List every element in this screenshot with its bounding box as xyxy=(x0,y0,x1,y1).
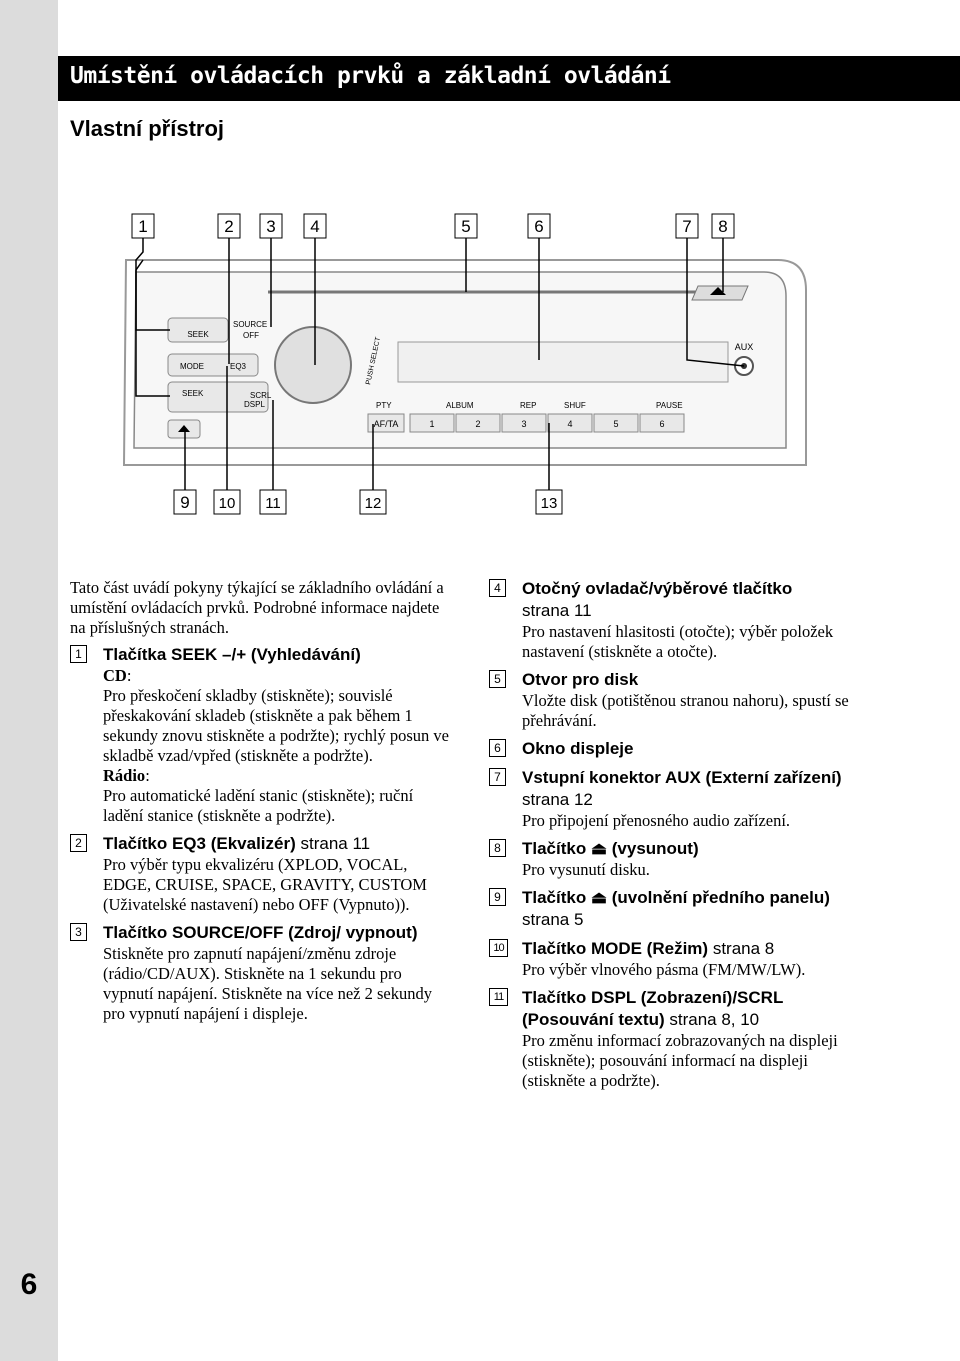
item-text: Pro vysunutí disku. xyxy=(522,860,650,879)
scrl-label: SCRL xyxy=(250,391,272,400)
list-item xyxy=(70,922,454,1024)
item-number: 11 xyxy=(489,988,508,1006)
page-title: Umístění ovládacích prvků a základní ovládání xyxy=(70,63,671,89)
item-title: Otvor pro disk xyxy=(522,670,639,689)
item-text: Stiskněte pro zapnutí napájení/změnu zdroje (rádio/CD/AUX). Stiskněte na 1 sekundu pro vypnutí napájení. Stiskněte na více než 2 sekundy pro vypnutí napájení i displeje. xyxy=(103,944,433,1023)
item-text: Pro výběr typu ekvalizéru (XPLOD, VOCAL, EDGE, CRUISE, SPACE, GRAVITY, CUSTOM (Uživatelské nastavení) nebo OFF (Vypnuto)). xyxy=(103,855,427,914)
item-text: Vložte disk (potištěnou stranou nahoru), spustí se přehrávání. xyxy=(522,691,849,730)
aux-label: AUX xyxy=(734,342,754,352)
shuf-label: SHUF xyxy=(564,401,586,410)
list-item xyxy=(489,838,869,880)
item-title: Okno displeje xyxy=(522,739,634,758)
item-number: 4 xyxy=(489,579,506,597)
item-text: Pro výběr vlnového pásma (FM/MW/LW). xyxy=(522,960,806,979)
list-item xyxy=(489,738,869,760)
preset-label-3: 3 xyxy=(521,419,527,429)
display-window xyxy=(398,342,728,382)
item-title: Tlačítko DSPL (Zobrazení)/SCRL (Posouvání textu) strana 8, 10 xyxy=(522,988,784,1029)
list-item xyxy=(70,833,454,915)
intro-text: Tato část uvádí pokyny týkající se základního ovládání a umístění ovládacích prvků. Podrobné informace najdete na příslušných stranách. xyxy=(70,578,444,637)
pty-label: PTY xyxy=(376,401,392,410)
item-title: Tlačítko EQ3 (Ekvalizér) strana 11 xyxy=(103,834,371,853)
push-select-label: PUSH SELECT xyxy=(365,336,383,386)
item-text: Pro připojení přenosného audio zařízení. xyxy=(522,811,791,830)
callout-10: 10 xyxy=(218,495,236,512)
album-label: ALBUM xyxy=(446,401,474,410)
rep-label: REP xyxy=(520,401,537,410)
list-item xyxy=(489,938,869,980)
list-item xyxy=(489,987,869,1091)
item-title: Tlačítko ⏏ (vysunout) xyxy=(522,839,699,858)
item-number: 3 xyxy=(70,923,87,941)
item-number: 7 xyxy=(489,768,506,786)
item-number: 6 xyxy=(489,739,506,757)
callout-9: 9 xyxy=(180,493,190,512)
device-diagram xyxy=(58,200,960,530)
item-text: Pro automatické ladění stanic (stiskněte); ruční ladění stanice (stiskněte a podržte). xyxy=(103,786,414,825)
pause-label: PAUSE xyxy=(656,401,683,410)
callout-11: 11 xyxy=(265,495,281,512)
source-label: SOURCE xyxy=(233,320,268,329)
callout-7: 7 xyxy=(682,217,692,236)
list-item xyxy=(489,578,869,662)
item-text: Pro nastavení hlasitosti (otočte); výběr položek nastavení (stiskněte a otočte). xyxy=(522,622,834,661)
dspl-label: DSPL xyxy=(244,400,265,409)
section-subtitle: Vlastní přístroj xyxy=(70,116,225,141)
item-number: 9 xyxy=(489,888,506,906)
seek-minus-label: SEEK xyxy=(182,389,204,398)
item-title: Vstupní konektor AUX (Externí zařízení) strana 12 xyxy=(522,768,842,809)
callout-13: 13 xyxy=(540,495,558,512)
item-title: Tlačítko ⏏ (uvolnění předního panelu) strana 5 xyxy=(522,888,830,929)
list-item xyxy=(489,767,869,831)
callout-6: 6 xyxy=(534,217,544,236)
list-item xyxy=(70,644,454,826)
item-subhead: CD: xyxy=(103,666,132,685)
item-number: 2 xyxy=(70,834,87,852)
callout-12: 12 xyxy=(364,495,382,512)
preset-label-5: 5 xyxy=(613,419,619,429)
title-bar xyxy=(58,56,960,101)
item-number: 10 xyxy=(489,939,508,957)
callout-8: 8 xyxy=(718,217,728,236)
off-label: OFF xyxy=(243,331,259,340)
list-item xyxy=(489,887,869,931)
item-title: Tlačítka SEEK –/+ (Vyhledávání) xyxy=(103,645,361,664)
item-title: Otočný ovladač/výběrové tlačítko strana 11 xyxy=(522,579,793,620)
right-column xyxy=(489,578,869,1098)
list-item xyxy=(489,669,869,731)
page-number: 6 xyxy=(20,1268,38,1301)
preset-label-6: 6 xyxy=(659,419,665,429)
left-column xyxy=(70,578,454,1031)
callout-3: 3 xyxy=(266,217,276,236)
callout-5: 5 xyxy=(461,217,471,236)
callout-2: 2 xyxy=(224,217,234,236)
item-number: 5 xyxy=(489,670,506,688)
bottom-callouts xyxy=(174,490,562,514)
eq3-label: EQ3 xyxy=(230,362,247,371)
control-dial[interactable] xyxy=(275,327,351,403)
preset-label-2: 2 xyxy=(475,419,481,429)
seek-plus-label: SEEK xyxy=(187,330,209,339)
item-number: 1 xyxy=(70,645,87,663)
side-tab xyxy=(0,0,58,1361)
preset-label-4: 4 xyxy=(567,419,573,429)
preset-label-1: 1 xyxy=(429,419,435,429)
top-callouts xyxy=(132,214,734,238)
callout-4: 4 xyxy=(310,217,320,236)
callout-1: 1 xyxy=(138,217,148,236)
item-title: Tlačítko MODE (Režim) strana 8 xyxy=(522,939,775,958)
mode-label: MODE xyxy=(180,362,204,371)
item-text: Pro změnu informací zobrazovaných na displeji (stiskněte); posouvání informací na displeji (stiskněte a podržte). xyxy=(522,1031,838,1090)
item-title: Tlačítko SOURCE/OFF (Zdroj/ vypnout) xyxy=(103,923,418,942)
item-number: 8 xyxy=(489,839,506,857)
af-ta-label: AF/TA xyxy=(373,419,399,429)
item-subhead: Rádio: xyxy=(103,766,150,785)
item-text: Pro přeskočení skladby (stiskněte); souvislé přeskakování skladeb (stiskněte a pak během 1 sekundy znovu stiskněte a podržte); rychlý posun ve skladbě vzad/vpřed (stiskněte a podržte). xyxy=(103,686,449,765)
